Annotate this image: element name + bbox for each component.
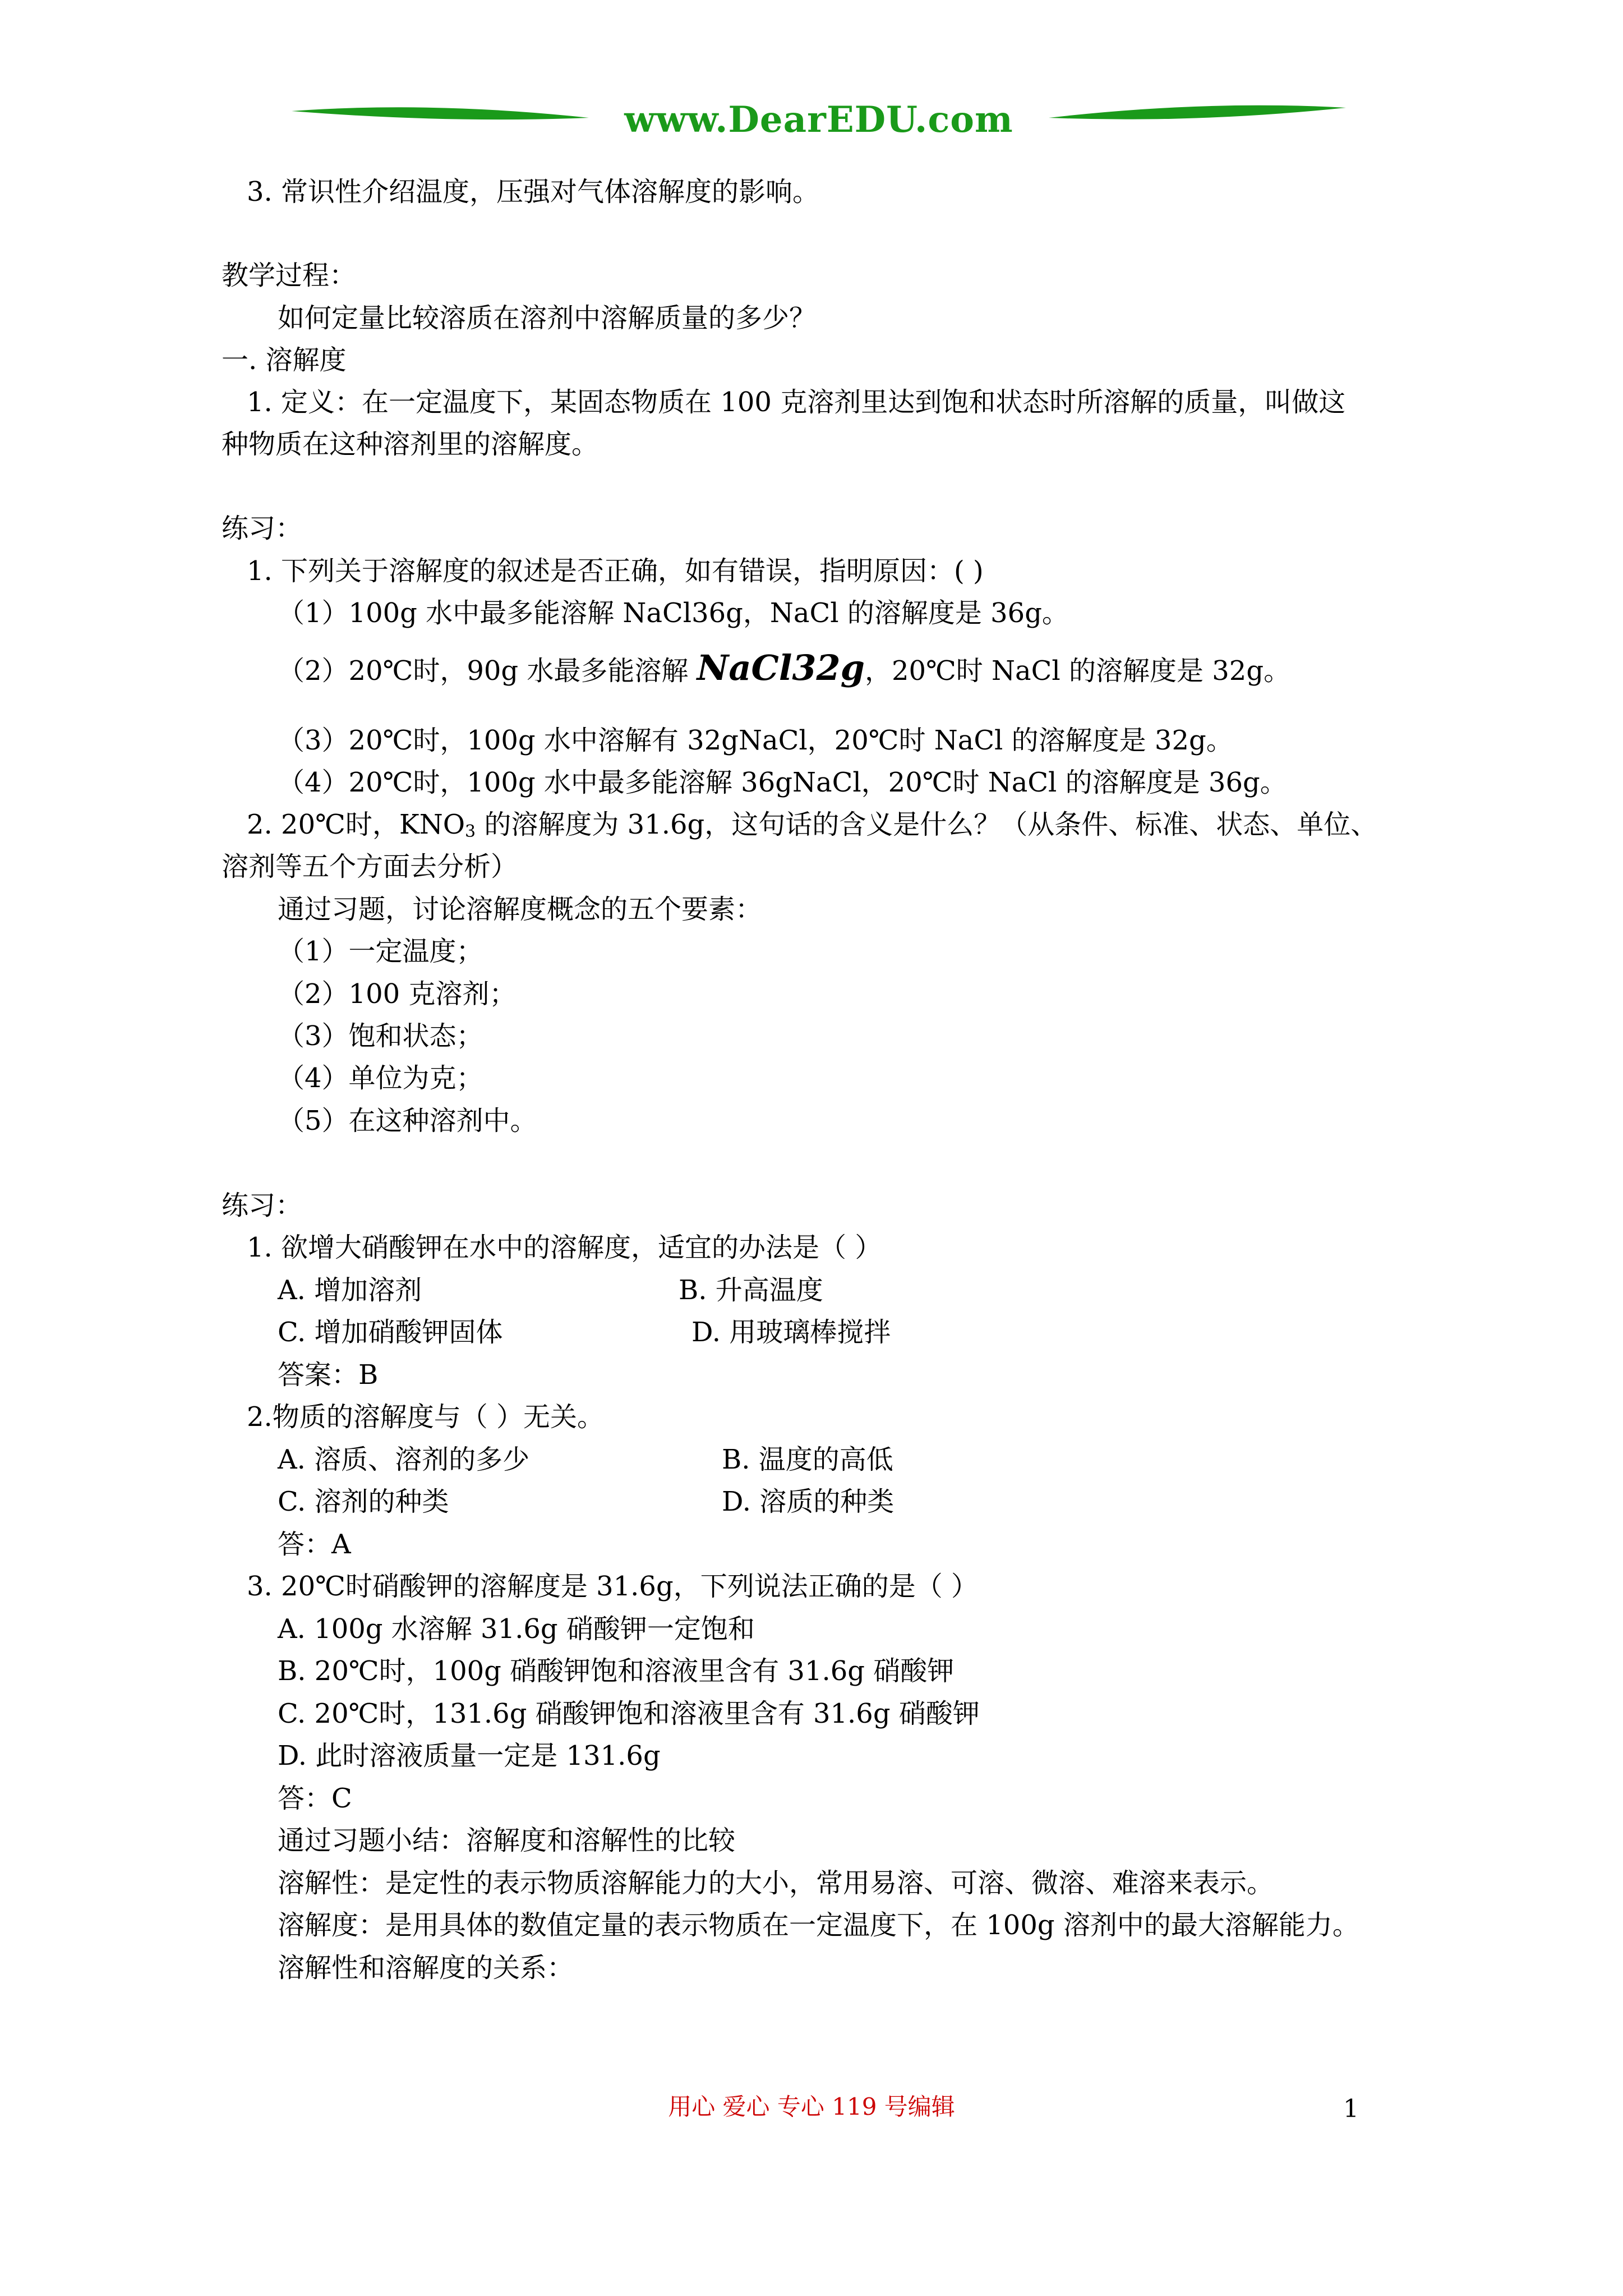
element-4: （4）单位为克； xyxy=(278,1062,483,1094)
question-2-option-b: B. 温度的高低 xyxy=(722,1444,893,1475)
exercise-label-1: 练习： xyxy=(222,513,303,544)
question-1-option-d: D. 用玻璃棒搅拌 xyxy=(691,1317,891,1348)
kno3-subscript: 3 xyxy=(465,822,476,841)
banner-site-name: www.DearEDU.com xyxy=(624,99,1013,141)
exercise-1-item-3: （3）20℃时，100g 水中溶解有 32gNaCl，20℃时 NaCl 的溶解度是 32g。 xyxy=(278,725,1233,756)
question-1: 1. 欲增大硝酸钾在水中的溶解度，适宜的办法是（ ） xyxy=(247,1232,882,1263)
exercise-2-part-a: 2. 20℃时，KNO xyxy=(247,809,465,840)
question-1-option-c: C. 增加硝酸钾固体 xyxy=(278,1317,503,1348)
exercise-1-item-2-part-a: （2）20℃时，90g 水最多能溶解 xyxy=(278,655,697,687)
section-label-teaching-process: 教学过程： xyxy=(222,260,357,291)
exercise-1-item-2-part-b: ，20℃时 NaCl 的溶解度是 32g。 xyxy=(865,655,1291,687)
definition-line-1: 1. 定义：在一定温度下，某固态物质在 100 克溶剂里达到饱和状态时所溶解的质量，叫做这 xyxy=(247,386,1346,418)
relationship-heading: 溶解性和溶解度的关系： xyxy=(278,1952,574,1984)
question-2-answer: 答：A xyxy=(278,1529,351,1560)
question-3-option-c: C. 20℃时，131.6g 硝酸钾饱和溶液里含有 31.6g 硝酸钾 xyxy=(278,1698,980,1729)
question-1-option-a: A. 增加溶剂 xyxy=(278,1274,422,1306)
question-3-option-a: A. 100g 水溶解 31.6g 硝酸钾一定饱和 xyxy=(278,1613,755,1645)
section-heading-solubility: 一. 溶解度 xyxy=(222,344,347,376)
question-3-option-b: B. 20℃时，100g 硝酸钾饱和溶液里含有 31.6g 硝酸钾 xyxy=(278,1655,955,1687)
question-2-option-d: D. 溶质的种类 xyxy=(722,1486,895,1517)
question-3-option-d: D. 此时溶液质量一定是 131.6g xyxy=(278,1740,661,1772)
five-elements-intro: 通过习题，讨论溶解度概念的五个要素： xyxy=(278,894,763,925)
exercise-1-item-1: （1）100g 水中最多能溶解 NaCl36g，NaCl 的溶解度是 36g。 xyxy=(278,597,1069,629)
question-3-answer: 答：C xyxy=(278,1783,352,1814)
site-banner xyxy=(286,84,1352,157)
element-2: （2）100 克溶剂； xyxy=(278,978,517,1010)
question-3: 3. 20℃时硝酸钾的溶解度是 31.6g，下列说法正确的是（ ） xyxy=(247,1571,978,1602)
solubility-qualitative-definition: 溶解性：是定性的表示物质溶解能力的大小，常用易溶、可溶、微溶、难溶来表示。 xyxy=(278,1867,1274,1899)
exercise-2-question-cont: 溶剂等五个方面去分析） xyxy=(222,851,518,882)
footer-slogan: 用心 爱心 专心 119 号编辑 xyxy=(668,2093,955,2120)
nacl-formula: NaCl32g xyxy=(697,647,865,688)
question-1-option-b: B. 升高温度 xyxy=(679,1274,823,1306)
exercise-2-question xyxy=(247,811,1377,840)
intro-point-3: 3. 常识性介绍温度，压强对气体溶解度的影响。 xyxy=(247,176,820,208)
element-3: （3）饱和状态； xyxy=(278,1020,483,1052)
element-1: （1）一定温度； xyxy=(278,936,483,967)
summary-heading: 通过习题小结：溶解度和溶解性的比较 xyxy=(278,1825,736,1856)
exercise-2-part-b: 的溶解度为 31.6g，这句话的含义是什么？（从条件、标准、状态、单位、 xyxy=(476,809,1378,840)
exercise-1-item-2 xyxy=(278,647,1291,688)
definition-line-2: 种物质在这种溶剂里的溶解度。 xyxy=(222,429,599,460)
question-2-option-c: C. 溶剂的种类 xyxy=(278,1486,449,1517)
exercise-1-question: 1. 下列关于溶解度的叙述是否正确，如有错误，指明原因：( ) xyxy=(247,555,984,587)
guiding-question: 如何定量比较溶质在溶剂中溶解质量的多少？ xyxy=(278,302,817,334)
question-1-answer: 答案：B xyxy=(278,1359,379,1391)
exercise-label-2: 练习： xyxy=(222,1190,303,1221)
question-2-option-a: A. 溶质、溶剂的多少 xyxy=(278,1444,530,1475)
exercise-1-item-4: （4）20℃时，100g 水中最多能溶解 36gNaCl，20℃时 NaCl 的溶解度是 36g。 xyxy=(278,767,1287,798)
element-5: （5）在这种溶剂中。 xyxy=(278,1105,537,1137)
question-2: 2.物质的溶解度与（ ）无关。 xyxy=(247,1401,605,1433)
page-number: 1 xyxy=(1343,2095,1359,2123)
solubility-quantitative-definition: 溶解度：是用具体的数值定量的表示物质在一定温度下，在 100g 溶剂中的最大溶解能力。 xyxy=(278,1910,1359,1941)
